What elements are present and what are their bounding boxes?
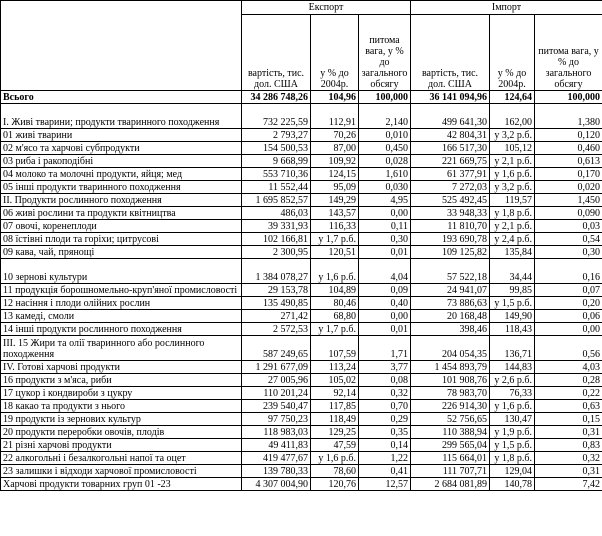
export-share: 12,57 [359,478,411,491]
import-value: 226 914,30 [411,400,490,413]
import-value: 2 684 081,89 [411,478,490,491]
export-value: 587 249,65 [242,336,311,361]
import-value: 57 522,18 [411,259,490,284]
row-label: 13 камеді, смоли [1,310,242,323]
export-pct: 120,76 [311,478,359,491]
export-value: 732 225,59 [242,104,311,129]
import-pct: 136,71 [490,336,535,361]
import-share: 4,03 [535,361,602,374]
export-value: 419 477,67 [242,452,311,465]
table-row [1,142,602,155]
export-share: 0,030 [359,181,411,194]
row-label: Всього [1,91,242,104]
export-share: 0,010 [359,129,411,142]
export-value: 1 384 078,27 [242,259,311,284]
import-value: 52 756,65 [411,413,490,426]
export-pct: 129,25 [311,426,359,439]
export-pct: 104,96 [311,91,359,104]
export-pct: 70,26 [311,129,359,142]
row-label: III. 15 Жири та олії тваринного або рослинного походження [1,336,242,361]
import-pct: у 1,5 р.б. [490,439,535,452]
export-pct: у 1,7 р.б. [311,233,359,246]
export-value: 49 411,83 [242,439,311,452]
row-label: 19 продукти із зернових культур [1,413,242,426]
table-row [1,413,602,426]
import-pct: у 1,8 р.б. [490,207,535,220]
row-label: IV. Готові харчові продукти [1,361,242,374]
export-value: 553 710,36 [242,168,311,181]
row-label: 17 цукор і кондвироби з цукру [1,387,242,400]
export-pct: у 1,6 р.б. [311,452,359,465]
table-row [1,439,602,452]
export-share: 0,01 [359,323,411,336]
import-share: 0,83 [535,439,602,452]
export-pct: 124,15 [311,168,359,181]
table-row [1,168,602,181]
export-share: 0,70 [359,400,411,413]
row-label: 02 м'ясо та харчові субпродукти [1,142,242,155]
row-label: I. Живі тварини; продукти тваринного походження [1,104,242,129]
import-value: 7 272,03 [411,181,490,194]
import-pct: у 2,4 р.б. [490,233,535,246]
export-pct: 113,24 [311,361,359,374]
row-label: 06 живі рослини та продукти квітництва [1,207,242,220]
table-row [1,233,602,246]
export-share: 0,450 [359,142,411,155]
import-value: 1 454 893,79 [411,361,490,374]
import-pct: 140,78 [490,478,535,491]
export-pct: 87,00 [311,142,359,155]
table-row [1,374,602,387]
export-share: 0,35 [359,426,411,439]
import-share: 0,31 [535,426,602,439]
import-value: 193 690,78 [411,233,490,246]
export-share: 2,140 [359,104,411,129]
export-value: 27 005,96 [242,374,311,387]
import-pct: 162,00 [490,104,535,129]
export-share-header: питома вага, у % до загального обсягу [359,15,411,91]
table-row [1,387,602,400]
import-value: 525 492,45 [411,194,490,207]
export-share: 1,22 [359,452,411,465]
import-value: 36 141 094,96 [411,91,490,104]
table-row [1,104,602,129]
import-value: 499 641,30 [411,104,490,129]
import-value: 20 168,48 [411,310,490,323]
export-pct-header: у % до 2004р. [311,15,359,91]
export-share: 0,00 [359,207,411,220]
import-value: 221 669,75 [411,155,490,168]
export-pct: 80,46 [311,297,359,310]
import-share: 0,20 [535,297,602,310]
import-pct: 99,85 [490,284,535,297]
table-row [1,220,602,233]
import-pct: у 2,6 р.б. [490,374,535,387]
export-share: 0,00 [359,310,411,323]
export-pct: у 1,6 р.б. [311,259,359,284]
import-pct: 119,57 [490,194,535,207]
export-share: 1,71 [359,336,411,361]
import-pct: 124,64 [490,91,535,104]
export-pct: 95,09 [311,181,359,194]
export-value: 1 291 677,09 [242,361,311,374]
export-share: 0,028 [359,155,411,168]
import-pct: у 3,2 р.б. [490,181,535,194]
row-label: 16 продукти з м'яса, риби [1,374,242,387]
import-share: 0,56 [535,336,602,361]
table-row [1,194,602,207]
import-value: 11 810,70 [411,220,490,233]
import-share: 7,42 [535,478,602,491]
row-label: 11 продукція борошномельно-круп'яної промисловості [1,284,242,297]
export-pct: 118,49 [311,413,359,426]
export-pct: 117,85 [311,400,359,413]
export-value: 29 153,78 [242,284,311,297]
row-label: 01 живі тварини [1,129,242,142]
export-value: 486,03 [242,207,311,220]
import-share-header: питома вага, у % до загального обсягу [535,15,602,91]
import-pct: 149,90 [490,310,535,323]
export-pct: 143,57 [311,207,359,220]
export-value: 239 540,47 [242,400,311,413]
import-share: 0,613 [535,155,602,168]
import-pct: у 1,9 р.б. [490,426,535,439]
export-value: 271,42 [242,310,311,323]
export-share: 100,000 [359,91,411,104]
export-share: 0,41 [359,465,411,478]
import-pct: 129,04 [490,465,535,478]
import-value: 42 804,31 [411,129,490,142]
row-label: 05 інші продукти тваринного походження [1,181,242,194]
import-value: 111 707,71 [411,465,490,478]
import-share: 0,00 [535,323,602,336]
import-value: 78 983,70 [411,387,490,400]
row-label: 12 насіння і плоди олійних рослин [1,297,242,310]
import-share: 0,07 [535,284,602,297]
export-value: 110 201,24 [242,387,311,400]
import-pct: у 3,2 р.б. [490,129,535,142]
table-row [1,361,602,374]
export-pct: 120,51 [311,246,359,259]
export-share: 1,610 [359,168,411,181]
import-share: 0,06 [535,310,602,323]
export-header: Експорт [242,1,411,15]
import-share: 0,16 [535,259,602,284]
export-share: 0,09 [359,284,411,297]
row-label: 08 їстівні плоди та горіхи; цитрусові [1,233,242,246]
import-value: 73 886,63 [411,297,490,310]
import-pct-header: у % до 2004р. [490,15,535,91]
export-value: 2 300,95 [242,246,311,259]
export-share: 0,29 [359,413,411,426]
export-share: 0,11 [359,220,411,233]
table-row [1,426,602,439]
import-share: 0,32 [535,452,602,465]
table-row [1,284,602,297]
export-pct: 47,59 [311,439,359,452]
table-row [1,181,602,194]
export-share: 4,95 [359,194,411,207]
row-label: Харчові продукти товарних груп 01 -23 [1,478,242,491]
export-value: 34 286 748,26 [242,91,311,104]
export-pct: 78,60 [311,465,359,478]
export-pct: у 1,7 р.б. [311,323,359,336]
row-label: 09 кава, чай, прянощі [1,246,242,259]
row-label: 22 алкогольні і безалкогольні напої та оцет [1,452,242,465]
table-row [1,478,602,491]
import-value: 398,46 [411,323,490,336]
table-row [1,400,602,413]
import-value: 101 908,76 [411,374,490,387]
import-value: 204 054,35 [411,336,490,361]
export-pct: 68,80 [311,310,359,323]
import-share: 0,30 [535,246,602,259]
corner-cell [1,1,242,91]
import-value: 24 941,07 [411,284,490,297]
import-share: 1,450 [535,194,602,207]
import-pct: у 1,8 р.б. [490,452,535,465]
import-pct: у 2,1 р.б. [490,155,535,168]
import-share: 0,54 [535,233,602,246]
import-value: 115 664,01 [411,452,490,465]
import-pct: у 1,6 р.б. [490,400,535,413]
table-row [1,297,602,310]
table-row [1,336,602,361]
import-pct: 118,43 [490,323,535,336]
export-pct: 104,89 [311,284,359,297]
export-share: 0,08 [359,374,411,387]
export-value: 154 500,53 [242,142,311,155]
table-row [1,207,602,220]
import-share: 0,170 [535,168,602,181]
row-label: 07 овочі, коренеплоди [1,220,242,233]
import-share: 1,380 [535,104,602,129]
row-label: 20 продукти переробки овочів, плодів [1,426,242,439]
row-label: 21 різні харчові продукти [1,439,242,452]
export-value: 102 166,81 [242,233,311,246]
export-share: 3,77 [359,361,411,374]
import-share: 0,03 [535,220,602,233]
export-value: 2 793,27 [242,129,311,142]
export-value: 4 307 004,90 [242,478,311,491]
import-share: 0,120 [535,129,602,142]
import-share: 0,63 [535,400,602,413]
table-row [1,155,602,168]
import-pct: 144,83 [490,361,535,374]
export-value: 11 552,44 [242,181,311,194]
import-pct: у 1,5 р.б. [490,297,535,310]
import-share: 0,22 [535,387,602,400]
row-label: 18 какао та продукти з нього [1,400,242,413]
export-pct: 105,02 [311,374,359,387]
import-pct: 105,12 [490,142,535,155]
import-value: 110 388,94 [411,426,490,439]
export-share: 4,04 [359,259,411,284]
export-value: 2 572,53 [242,323,311,336]
table-row [1,246,602,259]
export-pct: 112,91 [311,104,359,129]
row-label: II. Продукти рослинного походження [1,194,242,207]
import-value: 33 948,33 [411,207,490,220]
export-pct: 149,29 [311,194,359,207]
export-share: 0,40 [359,297,411,310]
table-row [1,129,602,142]
row-label: 14 інші продукти рослинного походження [1,323,242,336]
export-pct: 92,14 [311,387,359,400]
import-share: 0,28 [535,374,602,387]
import-pct: у 1,6 р.б. [490,168,535,181]
table-row [1,452,602,465]
export-share: 0,14 [359,439,411,452]
import-pct: у 2,1 р.б. [490,220,535,233]
row-label: 03 риба і ракоподібні [1,155,242,168]
import-pct: 34,44 [490,259,535,284]
row-label: 23 залишки і відходи харчової промисловості [1,465,242,478]
import-value: 61 377,91 [411,168,490,181]
export-value: 1 695 852,57 [242,194,311,207]
import-share: 100,000 [535,91,602,104]
export-pct: 109,92 [311,155,359,168]
row-label: 10 зернові культури [1,259,242,284]
import-value: 299 565,04 [411,439,490,452]
export-pct: 107,59 [311,336,359,361]
import-share: 0,090 [535,207,602,220]
import-share: 0,31 [535,465,602,478]
table-row [1,259,602,284]
table-row [1,310,602,323]
export-share: 0,30 [359,233,411,246]
import-share: 0,15 [535,413,602,426]
export-share: 0,32 [359,387,411,400]
import-value: 109 125,82 [411,246,490,259]
import-header: Імпорт [411,1,602,15]
import-share: 0,020 [535,181,602,194]
export-value: 118 983,03 [242,426,311,439]
export-value-header: вартість, тис. дол. США [242,15,311,91]
import-pct: 130,47 [490,413,535,426]
export-value: 9 668,99 [242,155,311,168]
import-share: 0,460 [535,142,602,155]
export-value: 135 490,85 [242,297,311,310]
export-value: 97 750,23 [242,413,311,426]
total-row [1,91,602,104]
table-row [1,323,602,336]
export-share: 0,01 [359,246,411,259]
export-value: 139 780,33 [242,465,311,478]
import-value-header: вартість, тис. дол. США [411,15,490,91]
import-value: 166 517,30 [411,142,490,155]
export-value: 39 331,93 [242,220,311,233]
import-pct: 76,33 [490,387,535,400]
table-row [1,465,602,478]
export-pct: 116,33 [311,220,359,233]
row-label: 04 молоко та молочні продукти, яйця; мед [1,168,242,181]
import-pct: 135,84 [490,246,535,259]
